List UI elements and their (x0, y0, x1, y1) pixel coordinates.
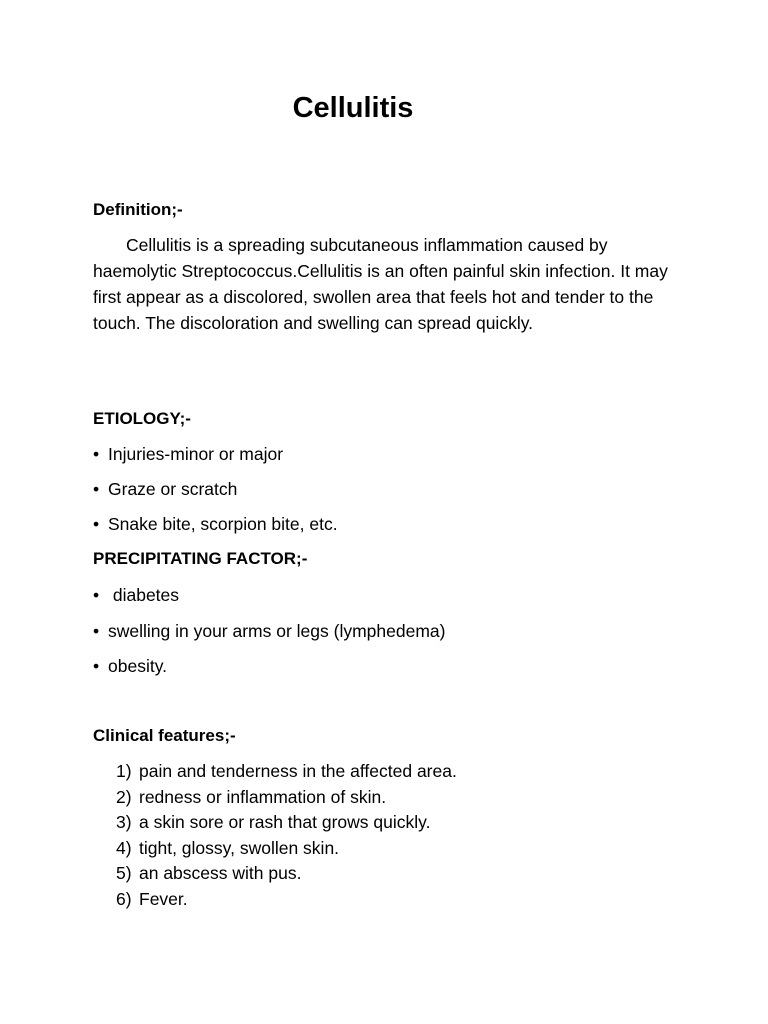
precipitating-item (93, 583, 179, 607)
list-item-text: Fever. (139, 888, 188, 909)
list-item (116, 759, 457, 785)
list-item-text: redness or inflammation of skin. (139, 786, 387, 807)
list-number: 2) (116, 786, 132, 807)
bullet-glyph: • (93, 514, 100, 534)
list-number: 1) (116, 761, 132, 781)
clinical-features-list (116, 759, 457, 913)
clinical-features-heading: Clinical features;- (93, 726, 236, 745)
precipitating-item-text: obesity. (108, 656, 168, 676)
bullet-glyph: • (93, 656, 100, 676)
list-number: 5) (116, 863, 132, 884)
etiology-item (93, 442, 283, 466)
bullet-glyph: • (93, 444, 100, 464)
definition-paragraph: Cellulitis is a spreading subcutaneous inflammation caused by haemolytic Streptococcus.Cellulitis is an often painful skin infection. It may first appear as a discolored, swollen area that feels hot and tender to the touch. The discoloration and swelling can spread quickly. (93, 235, 668, 333)
etiology-heading: ETIOLOGY;- (93, 409, 191, 428)
bullet-glyph: • (93, 621, 100, 641)
etiology-item-text: Injuries-minor or major (108, 444, 284, 464)
bullet-glyph: • (93, 585, 100, 605)
etiology-item-text: Graze or scratch (108, 479, 238, 499)
page-title: Cellulitis (292, 92, 414, 124)
list-item (116, 887, 457, 913)
list-item (116, 836, 457, 862)
list-number: 6) (116, 888, 132, 909)
list-item (116, 785, 457, 811)
list-number: 4) (116, 837, 132, 858)
precipitating-heading: PRECIPITATING FACTOR;- (93, 549, 308, 568)
list-item-text: an abscess with pus. (139, 863, 302, 884)
etiology-item (93, 477, 237, 501)
etiology-item (93, 512, 338, 536)
list-item-text: a skin sore or rash that grows quickly. (139, 812, 431, 833)
list-item (116, 810, 457, 836)
precipitating-item (93, 619, 445, 643)
list-item-text: pain and tenderness in the affected area. (139, 761, 457, 781)
list-item-text: tight, glossy, swollen skin. (139, 837, 340, 858)
list-number: 3) (116, 812, 132, 833)
list-item (116, 861, 457, 887)
etiology-item-text: Snake bite, scorpion bite, etc. (108, 514, 338, 534)
definition-heading: Definition;- (93, 200, 183, 219)
precipitating-item (93, 654, 167, 678)
bullet-glyph: • (93, 479, 100, 499)
precipitating-item-text: swelling in your arms or legs (lymphedema) (108, 621, 446, 641)
precipitating-item-text: diabetes (108, 585, 180, 605)
